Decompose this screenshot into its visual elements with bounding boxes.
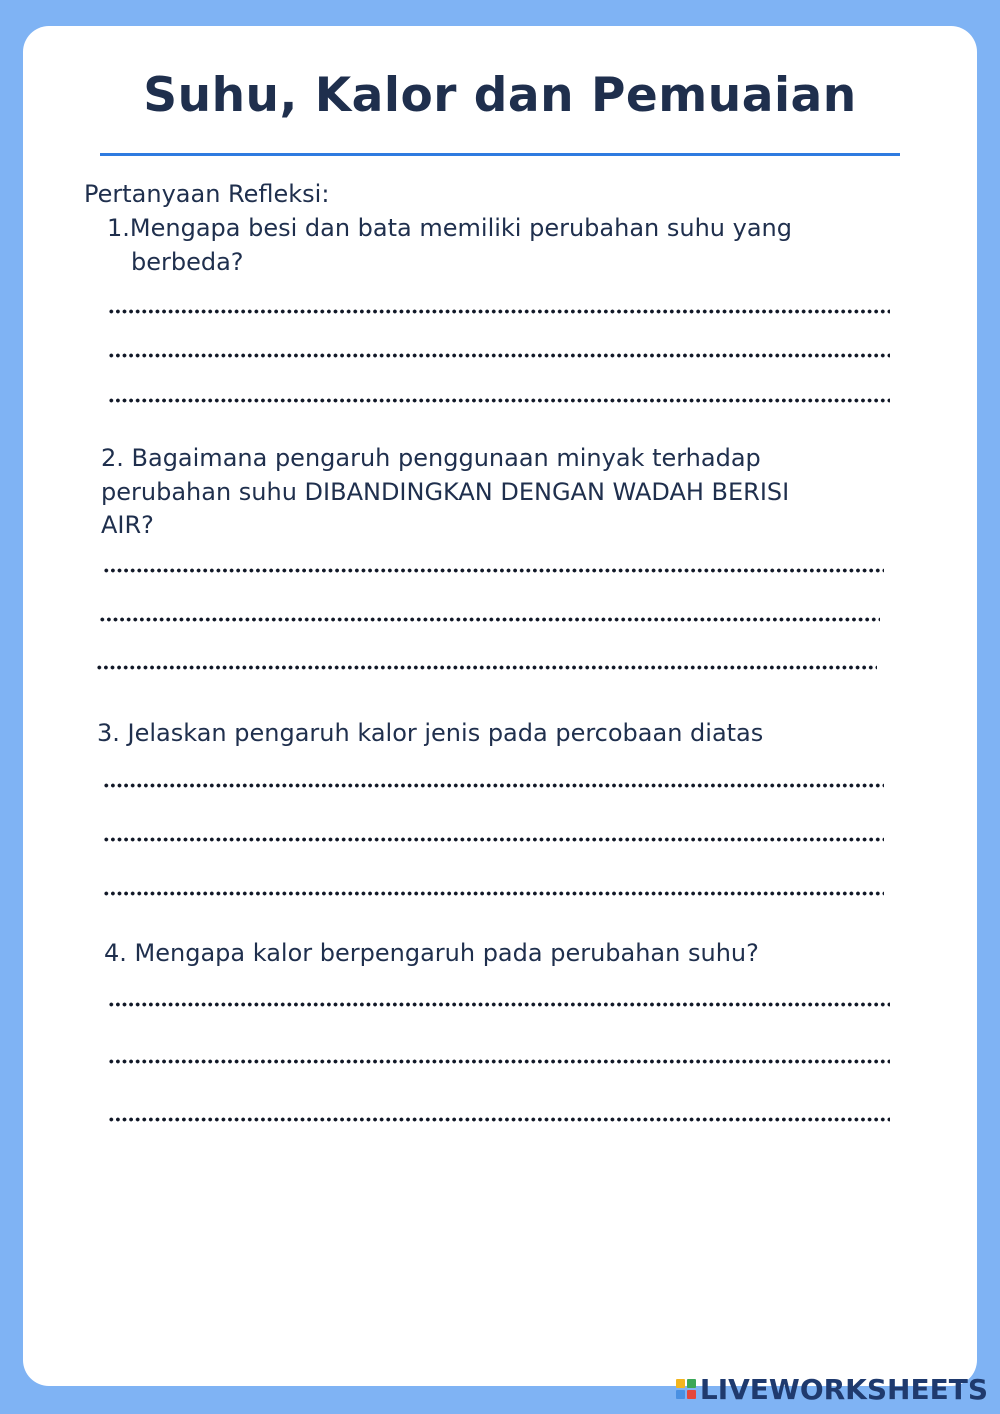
question-1-number: 1. [107,214,130,242]
answer-line-3-3[interactable] [103,891,884,896]
question-4: 4. Mengapa kalor berpengaruh pada perubahan suhu? [104,939,759,967]
question-3: 3. Jelaskan pengaruh kalor jenis pada percobaan diatas [97,719,764,747]
question-2-line-3: AIR? [101,511,154,539]
answer-line-2-1[interactable] [103,568,884,573]
answer-line-4-3[interactable] [108,1117,890,1122]
liveworksheets-brand: LIVEWORKSHEETS [699,1372,988,1406]
liveworksheets-logo[interactable] [676,1372,988,1406]
page-title: Suhu, Kalor dan Pemuaian [143,68,857,123]
question-1-line-1: Mengapa besi dan bata memiliki perubahan suhu yang [129,214,792,242]
question-1 [107,212,792,244]
answer-line-2-2[interactable] [99,617,880,622]
question-2-line-2: perubahan suhu DIBANDINGKAN DENGAN WADAH BERISI [101,478,790,506]
answer-line-4-1[interactable] [108,1002,890,1007]
question-2-line-1: 2. Bagaimana pengaruh penggunaan minyak terhadap [101,444,761,472]
answer-line-1-3[interactable] [108,398,890,403]
title-divider [100,153,900,156]
liveworksheets-logo-icon [676,1379,696,1399]
answer-line-3-1[interactable] [103,783,884,788]
answer-line-2-3[interactable] [96,665,877,670]
answer-line-3-2[interactable] [103,837,884,842]
question-1-line-2: berbeda? [131,248,244,276]
section-label: Pertanyaan Refleksi: [84,180,330,208]
answer-line-1-1[interactable] [108,309,890,314]
answer-line-4-2[interactable] [108,1059,890,1064]
answer-line-1-2[interactable] [108,353,890,358]
